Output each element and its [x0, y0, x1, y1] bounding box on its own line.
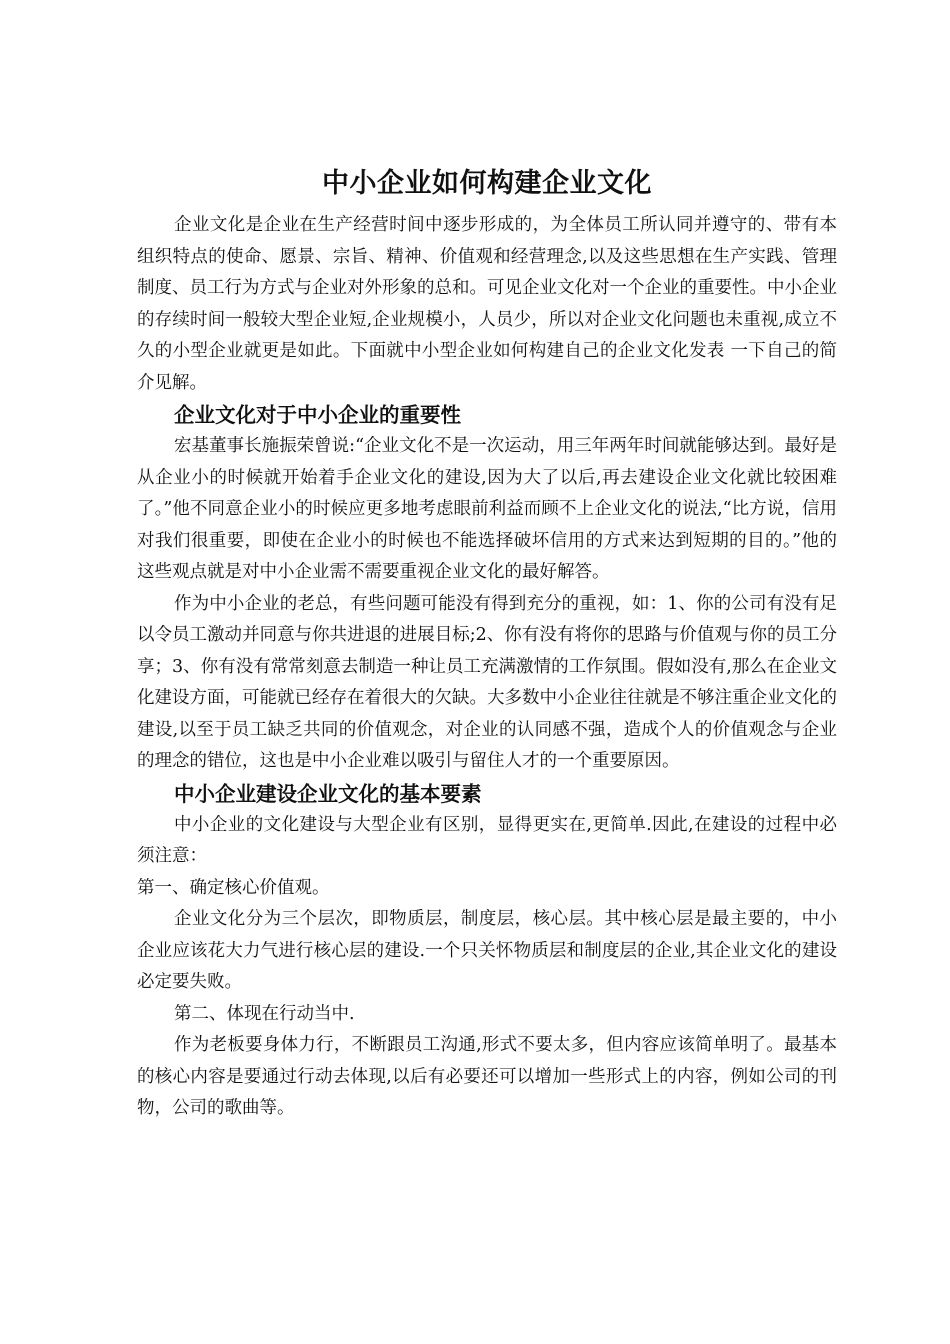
section-heading-elements: 中小企业建设企业文化的基本要素 [174, 781, 482, 806]
document-page [137, 162, 837, 1125]
quote-paragraph: 宏基董事长施振荣曾说:“企业文化不是一次运动，用三年两年时间就能够达到。最好是从企业小的时候就开始着手企业文化的建设,因为大了以后,再去建设企业文化就比较困难了。”他不同意企业小的时候应更多地考虑眼前利益而顾不上企业文化的说法,“比方说，信用对我们很重要，即使在企业小的时候也不能选择破坏信用的方式来达到短期的目的。”他的这些观点就是对中小企业需不需要重视企业文化的最好解答。 [137, 436, 837, 582]
item-2-paragraph: 作为老板要身体力行，不断跟员工沟通,形式不要太多，但内容应该简单明了。最基本的核心内容是要通过行动去体现,以后有必要还可以增加一些形式上的内容，例如公司的刊物，公司的歌曲等。 [137, 1035, 837, 1118]
item-1-title: 第一、确定核心价值观。 [137, 877, 330, 898]
questions-paragraph: 作为中小企业的老总，有些问题可能没有得到充分的重视，如：1、你的公司有没有足以令员工激动并同意与你共进退的进展目标;2、你有没有将你的思路与价值观与你的员工分享；3、你有没有常常刻意去制造一种让员工充满激情的工作氛围。假如没有,那么在企业文化建设方面，可能就已经存在着很大的欠缺。大多数中小企业往往就是不够注重企业文化的建设,以至于员工缺乏共同的价值观念，对企业的认同感不强，造成个人的价值观念与企业的理念的错位，这也是中小企业难以吸引与留住人才的一个重要原因。 [137, 593, 837, 771]
item-1-paragraph: 企业文化分为三个层次，即物质层，制度层，核心层。其中核心层是最主要的，中小企业应该花大力气进行核心层的建设.一个只关怀物质层和制度层的企业,其企业文化的建设必定要失败。 [137, 909, 837, 992]
intro-paragraph: 企业文化是企业在生产经营时间中逐步形成的，为全体员工所认同并遵守的、带有本组织特点的使命、愿景、宗旨、精神、价值观和经营理念,以及这些思想在生产实践、管理制度、员工行为方式与企业对外形象的总和。可见企业文化对一个企业的重要性。中小企业的存续时间一般较大型企业短,企业规模小，人员少，所以对企业文化问题也未重视,成立不久的小型企业就更是如此。下面就中小型企业如何构建自己的企业文化发表 一下自己的简介见解。 [137, 215, 837, 393]
item-2-title: 第二、体现在行动当中. [174, 1003, 355, 1024]
elements-intro-paragraph: 中小企业的文化建设与大型企业有区别，显得更实在,更简单.因此,在建设的过程中必须注意： [137, 814, 837, 866]
document-title: 中小企业如何构建企业文化 [322, 168, 652, 199]
section-heading-importance: 企业文化对于中小企业的重要性 [174, 403, 461, 427]
